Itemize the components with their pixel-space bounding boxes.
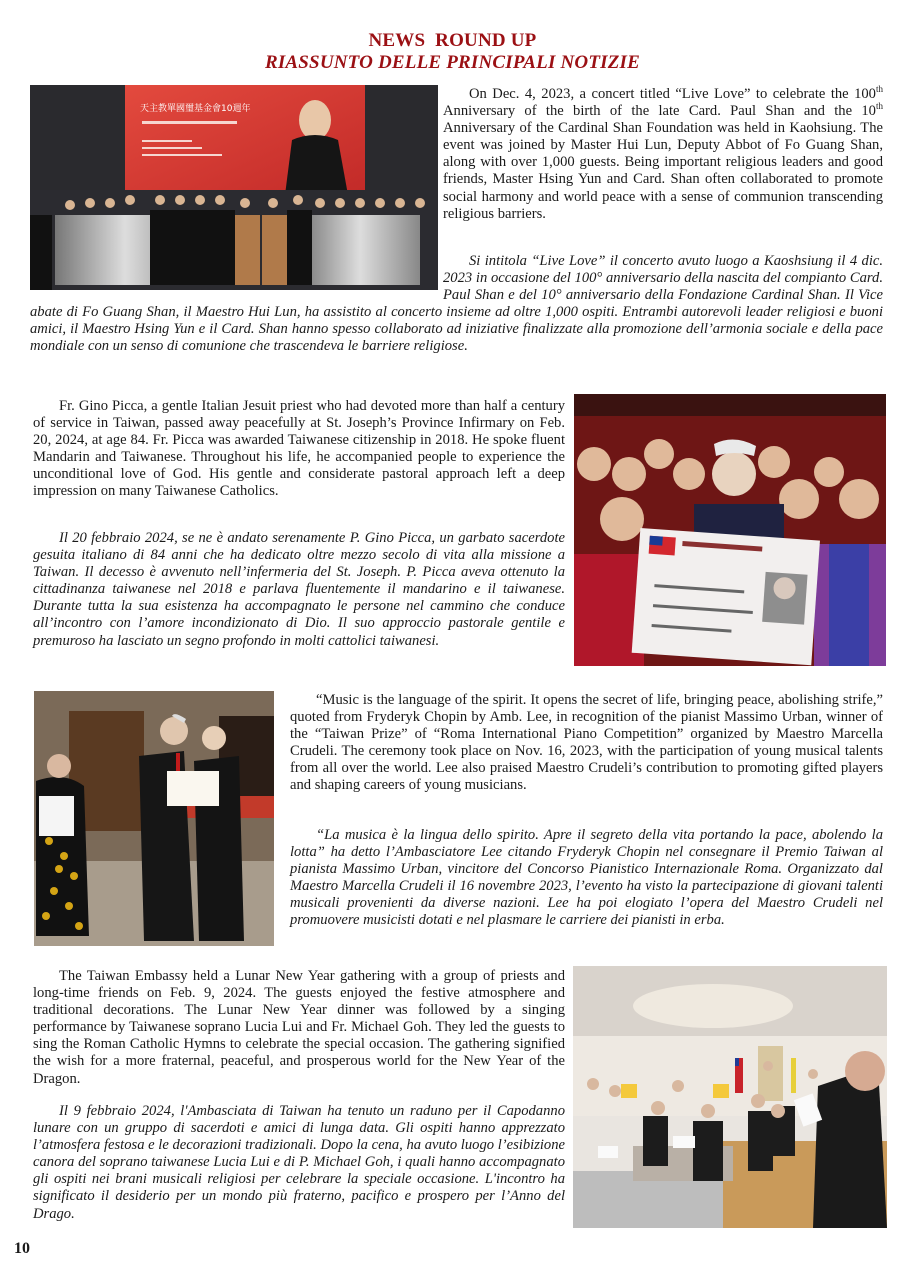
article-live-love-english: On Dec. 4, 2023, a concert titled “Live Love” to celebrate the 100th Anniversary of the birth of the late Card. Paul Shan and the 10th Anniversary of the Cardinal Shan Foundation was held in Kaohsiung. The event was joined by Master Hui Lun, Deputy Abbot of Fo Guang Shan, along with over 1,000 guests. Being important religious leaders and good friends, Master Hsing Yun and Card. Shan often collaborated to promote social harmony and world peace with a sense of communion transcending religious barriers.	[443, 84, 883, 222]
title-english: NEWS ROUND UP	[368, 30, 537, 51]
article-live-love-italian: Si intitola “Live Love” il concerto avuto luogo a Kaoshsiung il 4 dic. 2023 in occasione del 100° anniversario della nascita del compianto Card. Paul Shan e del 10° anniversario della Fondazione Cardinal Shan. Il Vice abate di Fo Guang Shan, il Maestro Hui Lun, ha assistito al concerto insieme ad oltre 1,000 ospiti. Entrambi autorevoli leader religiosi e buoni amici, il Maestro Hsing Yun e il Card. Shan hanno spesso collaborato ad iniziative finalizzate alla promozione dell’armonia sociale e della pace mondiale con un senso di comunione che trascendeva le barriere religiose.	[30, 253, 883, 355]
picca-citizenship-image	[574, 394, 886, 666]
embassy-gathering-image	[573, 966, 887, 1228]
page-title	[0, 30, 905, 74]
article-taiwan-prize-italian: “La musica è la lingua dello spirito. Apre il segreto della vita portando la pace, abolendo la lotta” ha detto l’Ambasciatore Lee citando Fryderyk Chopin nel consegnare il Premio Taiwan al pianista Massimo Urban, vincitore del Concorso Pianistico Internazionale Roma. Organizzato dal Maestro Marcella Crudeli il 16 novembre 2023, l’evento ha visto la partecipazione di giovani talenti musicali provenienti da diverse nazioni. Lee ha poi elogiato l’opera del Maestro Crudeli nel promuovere musicisti dotati e nel plasmare le carriere dei pianisti in erba.	[290, 827, 883, 929]
page-number: 10	[14, 1240, 30, 1257]
article-lunar-new-year-english: The Taiwan Embassy held a Lunar New Year gathering with a group of priests and long-time friends on Feb. 9, 2024. The guests enjoyed the festive atmosphere and traditional decorations. The Lunar New Year dinner was followed by a singing performance by Taiwanese soprano Lucia Lui and Fr. Michael Goh. They led the guests to sing the Roman Catholic Hymns to celebrate the special occasion. The gathering signified the wish for a more fraternal, peaceful, and prosperous world for the New Year of the Dragon.	[33, 968, 565, 1087]
title-italian: RIASSUNTO DELLE PRINCIPALI NOTIZIE	[264, 52, 641, 73]
award-ceremony-image	[34, 691, 274, 946]
photo-taiwan-prize	[34, 691, 274, 946]
article-gino-picca-english: Fr. Gino Picca, a gentle Italian Jesuit priest who had devoted more than half a century of service in Taiwan, passed away peacefully at St. Joseph’s Province Infirmary on Feb. 20, 2024, at age 84. Fr. Picca was awarded Taiwanese citizenship in 2018. He spoke fluent Mandarin and Taiwanese. Throughout his life, he accompanied people to experience the unconditional love of God. His gentle and considerate pastoral approach left a deep impression on many Taiwanese Catholics.	[33, 398, 565, 500]
article-lunar-new-year-italian: Il 9 febbraio 2024, l'Ambasciata di Taiwan ha tenuto un raduno per il Capodanno lunare con un gruppo di sacerdoti e amici di lunga data. Gli ospiti hanno apprezzato l’atmosfera festosa e le decorazioni tradizionali. Dopo la cena, ha avuto luogo l’esibizione canora del soprano taiwanese Lucia Lui e di P. Michael Goh, i quali hanno accompagnato gli ospiti nei brani musicali religiosi per celebrare la speciale occasione. L'incontro ha significato il desiderio per un mondo più fraterno, pacifico e prospero per l’Anno del Drago.	[33, 1103, 565, 1222]
article-gino-picca-italian: Il 20 febbraio 2024, se ne è andato serenamente P. Gino Picca, un garbato sacerdote gesuita italiano di 84 anni che ha dedicato oltre mezzo secolo di vita alla missione a Taiwan. Il decesso è avvenuto nell’infermeria del St. Joseph. P. Picca aveva ottenuto la cittadinanza taiwanese nel 2018 e parlava fluentemente il mandarino e il taiwanese. Durante tutta la sua esistenza ha accompagnato le persone nel cammino che conduce all’incontro con l’amore incondizionato di Dio. Il suo approccio pastorale gentile e premuroso ha lasciato un segno profondo in molti cattolici taiwanesi.	[33, 530, 565, 649]
photo-gino-picca	[574, 394, 886, 666]
svg-text:天主教單國璽基金會10週年: 天主教單國璽基金會10週年	[140, 104, 251, 114]
article-taiwan-prize-english: “Music is the language of the spirit. It opens the secret of life, bringing peace, abolishing strife,” quoted from Fryderyk Chopin by Amb. Lee, in recognition of the pianist Massimo Urban, winner of the “Taiwan Prize” of “Roma International Piano Competition” organized by Maestro Marcella Crudeli. The ceremony took place on Nov. 16, 2023, with the participation of young musical talents from all over the world. Lee also praised Maestro Crudeli’s contribution to promoting gifted players and shaping careers of young musicians.	[290, 692, 883, 794]
photo-lunar-new-year	[573, 966, 887, 1228]
